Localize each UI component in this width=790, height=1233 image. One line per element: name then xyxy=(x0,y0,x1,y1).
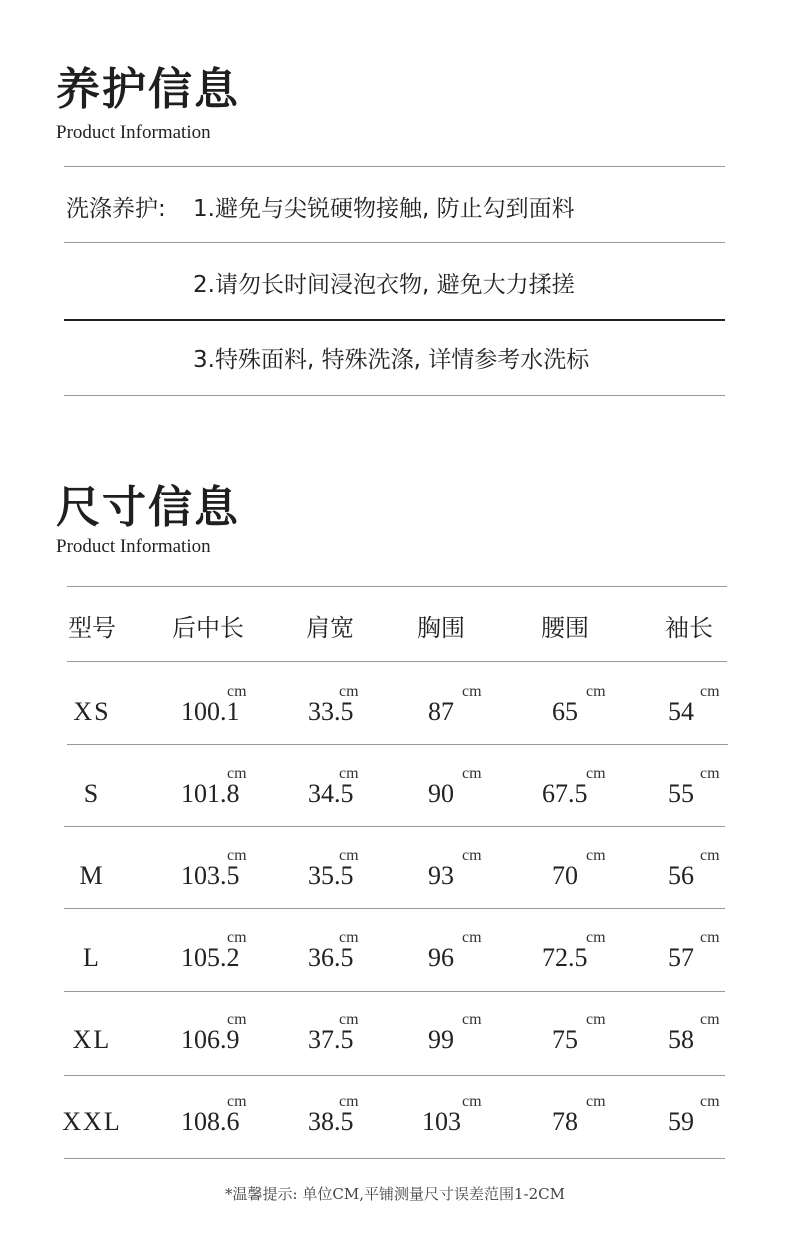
row-rule xyxy=(67,744,728,745)
care-label: 洗涤养护: xyxy=(66,196,166,222)
header-shoulder: 肩宽 xyxy=(306,614,354,642)
size-label: S xyxy=(83,779,101,808)
cell-waist: 72.5 xyxy=(542,943,588,972)
unit-label: cm xyxy=(586,1011,606,1028)
cell-chest: 87 xyxy=(428,697,454,726)
unit-label: cm xyxy=(227,847,247,864)
header-chest: 胸围 xyxy=(417,614,465,642)
unit-label: cm xyxy=(586,683,606,700)
divider xyxy=(64,242,725,243)
unit-label: cm xyxy=(462,1093,482,1110)
care-item-2: 2.请勿长时间浸泡衣物, 避免大力揉搓 xyxy=(193,272,575,298)
unit-label: cm xyxy=(462,683,482,700)
unit-label: cm xyxy=(339,765,359,782)
cell-shoulder: 38.5 xyxy=(308,1107,354,1136)
unit-label: cm xyxy=(227,929,247,946)
care-item-3: 3.特殊面料, 特殊洗涤, 详情参考水洗标 xyxy=(193,347,590,373)
cell-shoulder: 34.5 xyxy=(308,779,354,808)
cell-shoulder: 36.5 xyxy=(308,943,354,972)
unit-label: cm xyxy=(462,847,482,864)
cell-sleeve: 54 xyxy=(668,697,694,726)
cell-sleeve: 57 xyxy=(668,943,694,972)
footnote: *温馨提示: 单位CM,平铺测量尺寸误差范围1-2CM xyxy=(225,1185,565,1203)
unit-label: cm xyxy=(462,1011,482,1028)
unit-label: cm xyxy=(227,1093,247,1110)
unit-label: cm xyxy=(700,1011,720,1028)
row-rule xyxy=(64,826,725,827)
size-title: 尺寸信息 xyxy=(56,482,240,533)
unit-label: cm xyxy=(339,683,359,700)
cell-chest: 103 xyxy=(422,1107,461,1136)
cell-back-length: 101.8 xyxy=(181,779,240,808)
unit-label: cm xyxy=(586,929,606,946)
size-label: L xyxy=(83,943,101,972)
divider xyxy=(64,395,725,396)
cell-back-length: 108.6 xyxy=(181,1107,240,1136)
header-sleeve: 袖长 xyxy=(665,614,713,642)
cell-back-length: 100.1 xyxy=(181,697,240,726)
cell-back-length: 106.9 xyxy=(181,1025,240,1054)
unit-label: cm xyxy=(339,929,359,946)
divider-dark xyxy=(64,319,725,321)
care-item-1: 1.避免与尖锐硬物接触, 防止勾到面料 xyxy=(193,196,575,222)
unit-label: cm xyxy=(700,1093,720,1110)
cell-sleeve: 55 xyxy=(668,779,694,808)
unit-label: cm xyxy=(586,1093,606,1110)
cell-waist: 75 xyxy=(552,1025,578,1054)
size-label: XXL xyxy=(62,1107,122,1136)
unit-label: cm xyxy=(700,847,720,864)
cell-sleeve: 58 xyxy=(668,1025,694,1054)
cell-chest: 96 xyxy=(428,943,454,972)
cell-waist: 67.5 xyxy=(542,779,588,808)
row-rule xyxy=(64,1158,725,1159)
header-model: 型号 xyxy=(68,614,116,642)
size-label: M xyxy=(79,861,105,890)
unit-label: cm xyxy=(700,765,720,782)
cell-waist: 65 xyxy=(552,697,578,726)
unit-label: cm xyxy=(227,765,247,782)
cell-waist: 70 xyxy=(552,861,578,890)
size-label: XS xyxy=(73,697,111,726)
cell-back-length: 105.2 xyxy=(181,943,240,972)
cell-chest: 99 xyxy=(428,1025,454,1054)
unit-label: cm xyxy=(462,929,482,946)
cell-waist: 78 xyxy=(552,1107,578,1136)
cell-sleeve: 59 xyxy=(668,1107,694,1136)
cell-chest: 93 xyxy=(428,861,454,890)
unit-label: cm xyxy=(462,765,482,782)
cell-sleeve: 56 xyxy=(668,861,694,890)
cell-shoulder: 37.5 xyxy=(308,1025,354,1054)
unit-label: cm xyxy=(339,1093,359,1110)
table-top-rule xyxy=(67,586,727,587)
care-subtitle: Product Information xyxy=(56,122,211,143)
cell-back-length: 103.5 xyxy=(181,861,240,890)
header-back-length: 后中长 xyxy=(172,614,244,642)
divider xyxy=(64,166,725,167)
unit-label: cm xyxy=(586,765,606,782)
size-label: XL xyxy=(72,1025,112,1054)
unit-label: cm xyxy=(586,847,606,864)
header-rule xyxy=(67,661,727,662)
row-rule xyxy=(64,1075,725,1076)
header-waist: 腰围 xyxy=(541,614,589,642)
row-rule xyxy=(64,908,725,909)
care-title: 养护信息 xyxy=(56,64,240,115)
row-rule xyxy=(64,991,725,992)
size-subtitle: Product Information xyxy=(56,536,211,557)
unit-label: cm xyxy=(339,1011,359,1028)
cell-shoulder: 35.5 xyxy=(308,861,354,890)
cell-shoulder: 33.5 xyxy=(308,697,354,726)
unit-label: cm xyxy=(700,929,720,946)
unit-label: cm xyxy=(339,847,359,864)
unit-label: cm xyxy=(227,683,247,700)
cell-chest: 90 xyxy=(428,779,454,808)
unit-label: cm xyxy=(700,683,720,700)
unit-label: cm xyxy=(227,1011,247,1028)
